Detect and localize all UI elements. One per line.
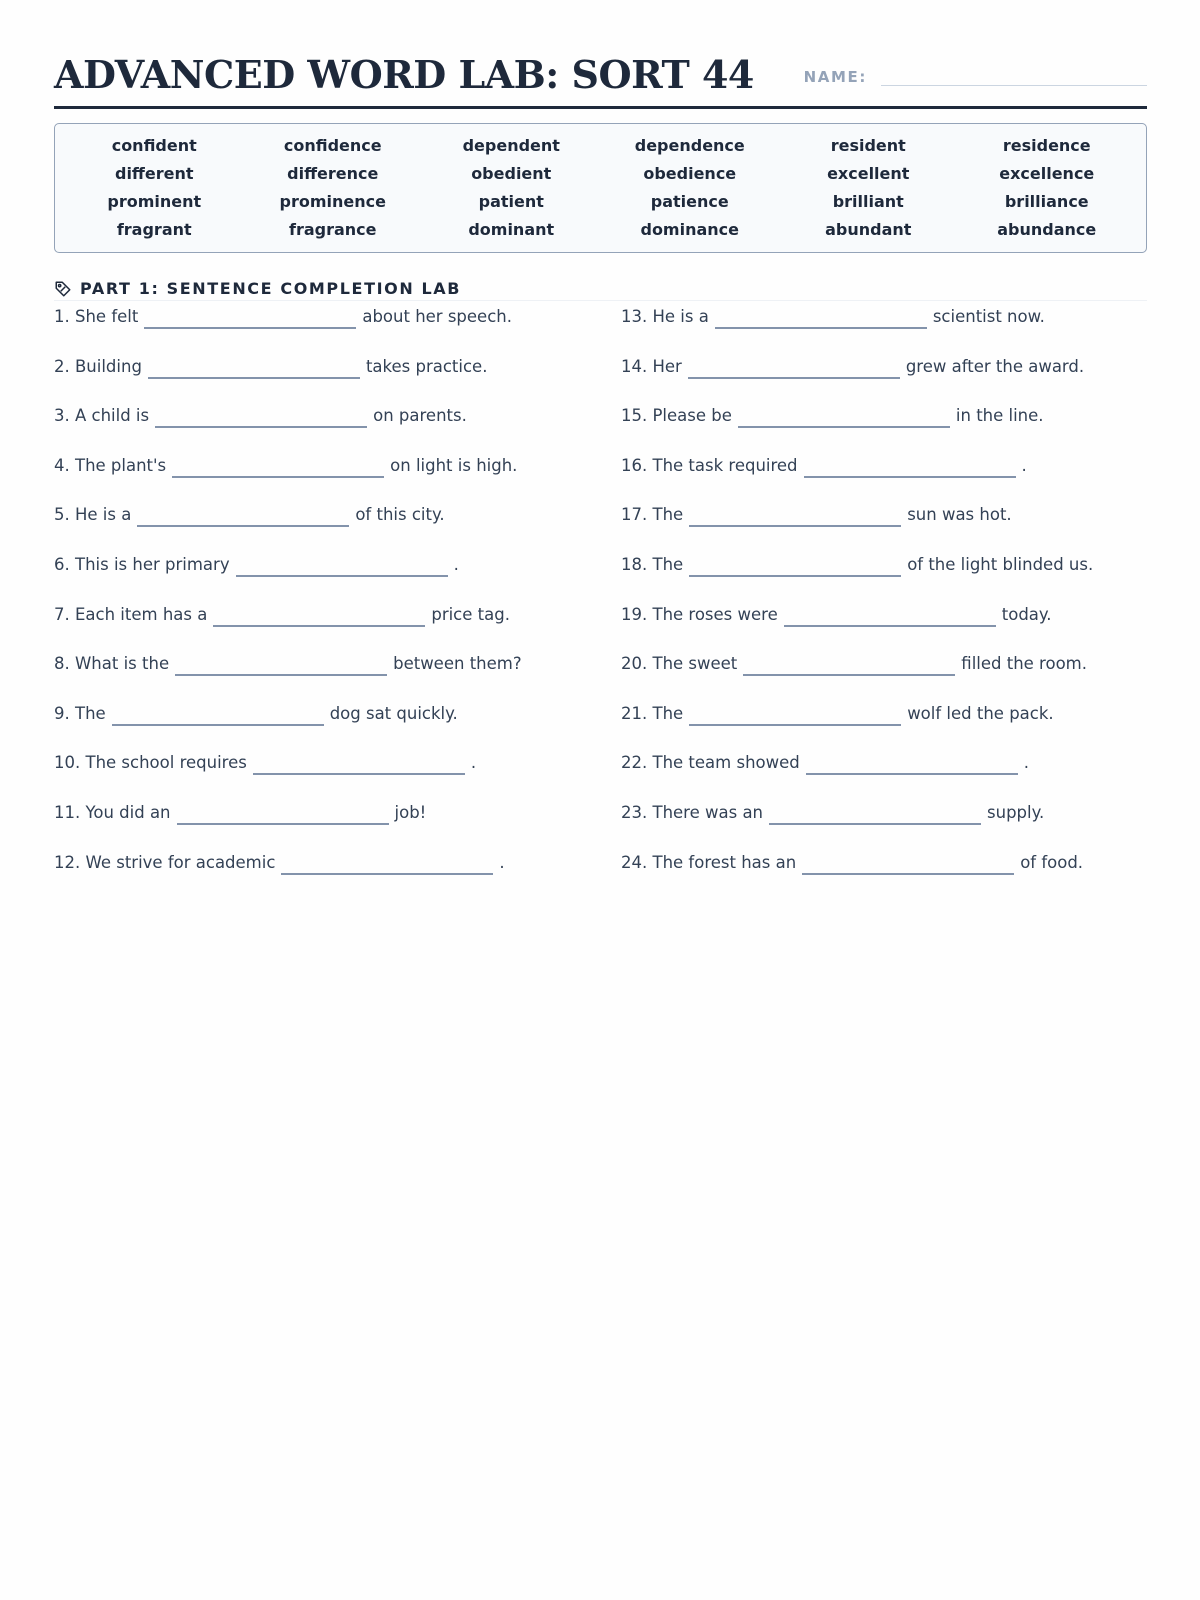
word-bank-item: resident xyxy=(830,136,906,155)
question-prompt: 12. We strive for academic xyxy=(54,852,276,872)
question-ending: price tag. xyxy=(431,604,510,624)
question-item xyxy=(54,605,621,655)
word-bank-item: patience xyxy=(650,192,729,211)
question-prompt: 3. A child is xyxy=(54,406,150,426)
question-item xyxy=(621,605,1147,655)
question-prompt: 14. Her xyxy=(621,356,682,376)
question-prompt: 4. The plant's xyxy=(54,455,167,475)
answer-blank[interactable] xyxy=(769,803,981,825)
word-bank-item: obedience xyxy=(643,164,737,183)
question-ending: . xyxy=(499,852,505,872)
question-ending: . xyxy=(470,753,477,773)
word-bank-item: dependence xyxy=(634,136,745,155)
answer-blank[interactable] xyxy=(236,555,448,577)
word-bank-item: dependent xyxy=(462,136,560,155)
answer-blank[interactable] xyxy=(177,803,389,825)
tag-icon xyxy=(54,280,72,298)
question-item xyxy=(621,704,1147,754)
word-bank-item: prominent xyxy=(107,192,202,211)
word-bank-item: dominant xyxy=(468,220,555,239)
question-ending: in the line. xyxy=(955,406,1044,426)
word-bank-item: difference xyxy=(287,164,379,183)
word-bank-item: residence xyxy=(1002,136,1091,155)
question-list xyxy=(54,307,1147,902)
question-ending: sun was hot. xyxy=(907,505,1012,525)
section-header xyxy=(54,279,1147,301)
question-item xyxy=(621,803,1147,853)
answer-blank[interactable] xyxy=(281,853,493,875)
question-prompt: 9. The xyxy=(54,703,106,723)
question-ending: takes practice. xyxy=(365,356,488,376)
question-prompt: 17. The xyxy=(621,505,684,525)
question-prompt: 10. The school requires xyxy=(54,753,247,773)
word-bank-item: dominance xyxy=(640,220,739,239)
word-bank-item: confident xyxy=(111,136,197,155)
answer-blank[interactable] xyxy=(689,704,901,726)
question-ending: about her speech. xyxy=(362,307,512,326)
question-prompt: 13. He is a xyxy=(621,307,709,326)
question-prompt: 22. The team showed xyxy=(621,753,800,773)
answer-blank[interactable] xyxy=(802,853,1014,875)
word-bank-item: different xyxy=(114,164,194,183)
answer-blank[interactable] xyxy=(144,307,356,329)
question-ending: grew after the award. xyxy=(905,356,1085,376)
question-prompt: 8. What is the xyxy=(54,654,170,674)
name-field xyxy=(804,68,1147,94)
question-prompt: 7. Each item has a xyxy=(54,604,208,624)
answer-blank[interactable] xyxy=(213,605,425,627)
question-item xyxy=(621,357,1147,407)
question-ending: between them? xyxy=(393,654,522,674)
question-item xyxy=(621,654,1147,704)
answer-blank[interactable] xyxy=(738,406,950,428)
word-bank-item: brilliance xyxy=(1004,192,1089,211)
question-prompt: 11. You did an xyxy=(54,802,171,822)
question-ending: wolf led the pack. xyxy=(907,703,1054,723)
question-item xyxy=(54,803,621,853)
name-input-line[interactable] xyxy=(881,69,1147,86)
answer-blank[interactable] xyxy=(253,753,465,775)
page-title: ADVANCED WORD LAB: SORT 44 xyxy=(54,52,754,97)
answer-blank[interactable] xyxy=(804,456,1016,478)
question-prompt: 2. Building xyxy=(54,356,142,376)
question-item xyxy=(621,753,1147,803)
answer-blank[interactable] xyxy=(175,654,387,676)
name-label: NAME: xyxy=(803,68,867,86)
question-ending: scientist now. xyxy=(932,307,1045,326)
question-item xyxy=(621,307,1147,357)
question-item xyxy=(621,555,1147,605)
question-item xyxy=(54,307,621,357)
question-item xyxy=(54,406,621,456)
word-bank-item: patient xyxy=(478,192,544,211)
question-item xyxy=(621,505,1147,555)
question-prompt: 18. The xyxy=(621,554,684,574)
question-ending: job! xyxy=(394,802,427,822)
answer-blank[interactable] xyxy=(743,654,955,676)
question-ending: . xyxy=(1023,753,1029,773)
word-bank-item: fragrance xyxy=(288,220,377,239)
question-ending: on light is high. xyxy=(390,455,518,475)
question-item xyxy=(54,654,621,704)
question-prompt: 15. Please be xyxy=(621,406,732,426)
question-ending: . xyxy=(1021,455,1027,475)
word-bank-item: abundance xyxy=(997,220,1097,239)
answer-blank[interactable] xyxy=(137,505,349,527)
word-bank-item: confidence xyxy=(283,136,382,155)
question-ending: . xyxy=(453,554,459,574)
answer-blank[interactable] xyxy=(148,357,360,379)
question-ending: on parents. xyxy=(373,406,467,426)
answer-blank[interactable] xyxy=(155,406,367,428)
question-ending: today. xyxy=(1001,604,1052,624)
word-bank-item: fragrant xyxy=(116,220,192,239)
answer-blank[interactable] xyxy=(172,456,384,478)
answer-blank[interactable] xyxy=(784,605,996,627)
answer-blank[interactable] xyxy=(806,753,1018,775)
question-prompt: 21. The xyxy=(621,703,684,723)
question-prompt: 1. She felt xyxy=(54,307,139,326)
worksheet-page xyxy=(54,52,1147,902)
word-bank xyxy=(54,123,1147,253)
section-title: PART 1: SENTENCE COMPLETION LAB xyxy=(80,279,462,298)
question-item xyxy=(54,357,621,407)
question-prompt: 19. The roses were xyxy=(621,604,778,624)
question-ending: of this city. xyxy=(355,505,445,525)
word-bank-item: excellent xyxy=(827,164,910,183)
question-item xyxy=(54,456,621,506)
answer-blank[interactable] xyxy=(112,704,324,726)
question-item xyxy=(621,406,1147,456)
question-item xyxy=(621,853,1147,903)
question-item xyxy=(621,456,1147,506)
question-item xyxy=(54,555,621,605)
question-ending: filled the room. xyxy=(961,654,1087,674)
question-prompt: 5. He is a xyxy=(54,505,132,525)
question-item xyxy=(54,853,621,903)
answer-blank[interactable] xyxy=(715,307,927,329)
word-bank-item: obedient xyxy=(471,164,552,183)
question-item xyxy=(54,753,621,803)
word-bank-item: prominence xyxy=(279,192,386,211)
question-ending: of food. xyxy=(1020,852,1084,872)
question-ending: dog sat quickly. xyxy=(329,703,458,723)
word-bank-item: excellence xyxy=(999,164,1095,183)
worksheet-header xyxy=(54,52,1147,109)
question-prompt: 24. The forest has an xyxy=(621,852,797,872)
question-ending: of the light blinded us. xyxy=(907,554,1094,574)
question-prompt: 20. The sweet xyxy=(621,654,738,674)
question-ending: supply. xyxy=(987,802,1045,822)
word-bank-item: brilliant xyxy=(832,192,904,211)
question-prompt: 16. The task required xyxy=(621,455,798,475)
word-bank-item: abundant xyxy=(825,220,912,239)
question-item xyxy=(54,505,621,555)
question-prompt: 23. There was an xyxy=(621,802,764,822)
answer-blank[interactable] xyxy=(689,505,901,527)
answer-blank[interactable] xyxy=(688,357,900,379)
question-item xyxy=(54,704,621,754)
answer-blank[interactable] xyxy=(689,555,901,577)
question-prompt: 6. This is her primary xyxy=(54,554,230,574)
